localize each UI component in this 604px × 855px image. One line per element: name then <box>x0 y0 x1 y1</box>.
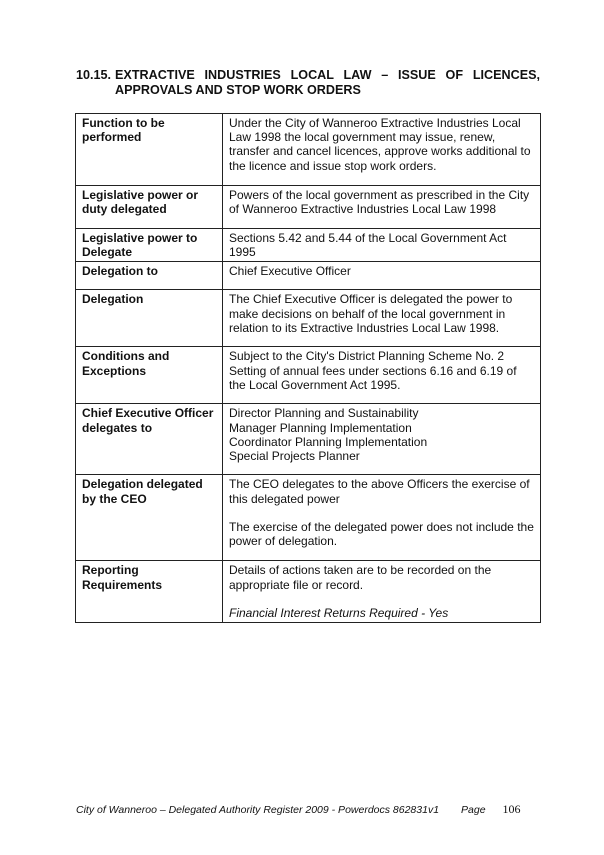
row-value <box>223 229 541 262</box>
row-label: Function to be performed <box>76 114 223 186</box>
page-number: 106 <box>502 802 521 816</box>
row-text: The exercise of the delegated power does not include the power of delegation. <box>229 519 534 549</box>
row-text: Sections 5.42 and 5.44 of the Local Government Act 1995 <box>229 231 507 260</box>
table-row <box>76 404 541 475</box>
footer-text: City of Wanneroo – Delegated Authority Register 2009 - Powerdocs 862831v1 <box>76 804 440 816</box>
table-row <box>76 186 541 229</box>
page-footer <box>76 802 540 817</box>
row-text: The Chief Executive Officer is delegated the power to make decisions on behalf of the local government in relation to its Extractive Industries Local Law 1998. <box>229 292 513 335</box>
delegate-line: Coordinator Planning Implementation <box>229 434 428 449</box>
delegate-line: Manager Planning Implementation <box>229 420 412 435</box>
row-value <box>223 262 541 290</box>
row-value <box>223 347 541 404</box>
table-row <box>76 262 541 290</box>
row-value <box>223 404 541 475</box>
row-label: Conditions and Exceptions <box>76 347 223 404</box>
delegate-line: Director Planning and Sustainability <box>229 406 419 421</box>
delegate-line: Special Projects Planner <box>229 449 360 464</box>
row-text: Details of actions taken are to be recorded on the appropriate file or record. <box>229 563 492 592</box>
row-value <box>223 114 541 186</box>
row-label: Delegation <box>76 290 223 347</box>
row-text: Financial Interest Returns Required - Yes <box>229 605 449 620</box>
page-label: Page <box>461 804 486 816</box>
row-text: The CEO delegates to the above Officers the exercise of this delegated power <box>229 477 530 506</box>
row-label: Reporting Requirements <box>76 561 223 623</box>
section-title: EXTRACTIVE INDUSTRIES LOCAL LAW – ISSUE OF LICENCES, APPROVALS AND STOP WORK ORDERS <box>115 68 540 97</box>
row-label: Chief Executive Officer delegates to <box>76 404 223 475</box>
table-row <box>76 347 541 404</box>
row-label: Delegation delegated by the CEO <box>76 475 223 561</box>
row-text: Under the City of Wanneroo Extractive Industries Local Law 1998 the local government may issue, renew, transfer and cancel licences, approve works additional to the licence and issue stop work orders. <box>229 116 531 173</box>
delegation-table <box>75 113 541 623</box>
table-row <box>76 290 541 347</box>
table-row <box>76 561 541 623</box>
row-label: Delegation to <box>76 262 223 290</box>
row-label: Legislative power or duty delegated <box>76 186 223 229</box>
row-text: Powers of the local government as prescribed in the City of Wanneroo Extractive Industries Local Law 1998 <box>229 188 530 217</box>
row-value <box>223 561 541 623</box>
table-row <box>76 114 541 186</box>
row-label: Legislative power to Delegate <box>76 229 223 262</box>
row-text: Subject to the City's District Planning Scheme No. 2 Setting of annual fees under sections 6.16 and 6.19 of the Local Government Act 1995. <box>229 349 517 392</box>
section-heading <box>76 68 540 98</box>
row-value <box>223 186 541 229</box>
row-text: Chief Executive Officer <box>229 264 351 279</box>
row-value <box>223 475 541 561</box>
section-number: 10.15. <box>76 68 112 82</box>
row-value <box>223 290 541 347</box>
table-row <box>76 229 541 262</box>
table-row <box>76 475 541 561</box>
